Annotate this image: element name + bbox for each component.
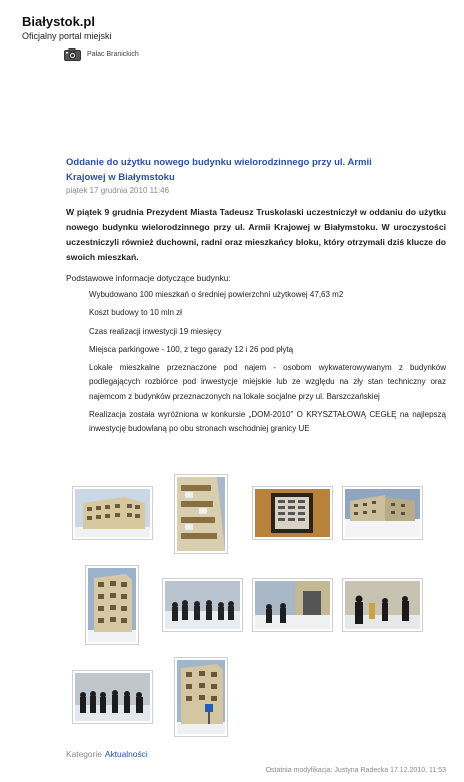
gallery-photo-4[interactable] xyxy=(342,486,423,540)
gallery-photo-9[interactable] xyxy=(72,670,153,724)
camera-icon xyxy=(64,48,81,61)
photo-image xyxy=(75,489,150,537)
site-subtitle: Oficjalny portal miejski xyxy=(22,31,112,41)
category-link[interactable]: Aktualności xyxy=(104,749,148,759)
gallery-photo-1[interactable] xyxy=(72,486,153,540)
gallery-photo-8[interactable] xyxy=(342,578,423,632)
fact-item: Wybudowano 100 mieszkań o średniej powierzchni użytkowej 47,63 m2 xyxy=(89,290,344,299)
fact-item: Czas realizacji inwestycji 19 miesięcy xyxy=(89,326,222,336)
photo-image xyxy=(177,660,225,734)
category-label: Kategorie xyxy=(66,749,102,759)
fact-item: Realizacja została wyróżniona w konkursie „DOM-2010" O KRYSZTAŁOWĄ CEGŁĘ na najlepszą inwestycję budowlaną po obu stronach wschodniej granicy UE xyxy=(89,410,446,434)
fact-item: Lokale mieszkalne przeznaczone pod najem - osobom wykwaterowywanym z budynków podlegających rozbiórce pod inwestycje miejskie lub ze względu na zły stan techniczny oraz najemcom z budynków przeznaczonych na lokale socjalne przy ul. Barszczańskiej xyxy=(89,363,446,401)
breadcrumb[interactable] xyxy=(64,48,139,61)
article-lead: W piątek 9 grudnia Prezydent Miasta Tadeusz Truskolaski uczestniczył w oddaniu do użytku nowego budynku wielorodzinnego przy ul. Armii Krajowej w Białymstoku. W uroczystości uczestniczyli również duchowni, radni oraz mieszkańcy bloku, który otrzymali dziś klucze do swoich mieszkań. xyxy=(66,207,446,262)
category-line xyxy=(66,749,148,759)
gallery-photo-6[interactable] xyxy=(162,578,243,632)
article-title[interactable]: Oddanie do użytku nowego budynku wielorodzinnego przy ul. Armii Krajowej w Białymstoku xyxy=(66,157,372,183)
gallery-photo-3[interactable] xyxy=(252,486,333,540)
photo-image xyxy=(255,581,330,629)
site-title[interactable]: Białystok.pl xyxy=(22,14,95,29)
gallery-photo-2[interactable] xyxy=(174,474,228,554)
gallery-photo-10[interactable] xyxy=(174,657,228,737)
photo-image xyxy=(177,477,225,551)
gallery-photo-7[interactable] xyxy=(252,578,333,632)
facts-list xyxy=(89,288,446,437)
photo-image xyxy=(345,489,420,537)
breadcrumb-label[interactable]: Pałac Branickich xyxy=(87,51,139,58)
photo-image xyxy=(75,673,150,721)
photo-image xyxy=(88,568,136,642)
gallery-photo-5[interactable] xyxy=(85,565,139,645)
fact-item: Miejsca parkingowe - 100, z tego garaży 12 i 26 pod płytą xyxy=(89,344,294,354)
facts-intro: Podstawowe informacje dotyczące budynku: xyxy=(66,273,231,283)
last-modified: Ostatnia modyfikacja: Justyna Radecka 17.12.2010, 11:53 xyxy=(265,767,446,774)
photo-image xyxy=(345,581,420,629)
article-date: piątek 17 grudnia 2010 11:46 xyxy=(66,186,170,195)
fact-item: Koszt budowy to 10 mln zł xyxy=(89,308,182,318)
photo-image xyxy=(255,489,330,537)
photo-image xyxy=(165,581,240,629)
